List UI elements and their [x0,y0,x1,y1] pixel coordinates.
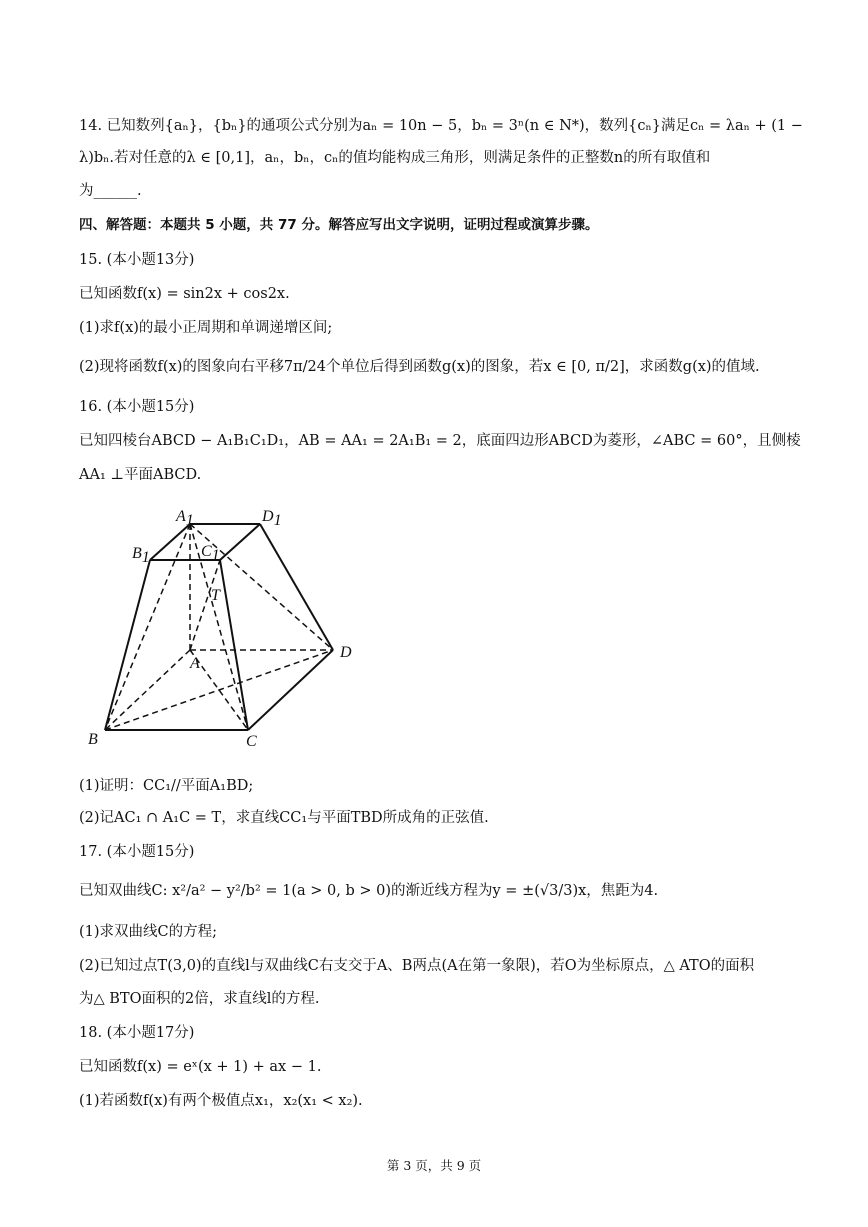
q15-part1: (1)求f(x)的最小正周期和单调递增区间; [79,320,333,336]
q15-stem: 已知函数f(x) = sin2x + cos2x. [79,286,290,302]
label-a1: A1 [176,508,194,529]
edge-d1-c1 [220,524,260,560]
label-t: T [211,587,220,604]
page-footer: 第 3 页，共 9 页 [386,1158,482,1173]
q16-part1: (1)证明：CC₁//平面A₁BD; [79,778,254,794]
q17-stem: 已知双曲线C: x²/a² − y²/b² = 1(a > 0, b > 0)的渐近线方程为y = ±(√3/3)x，焦距为4. [79,883,659,899]
label-d: D [340,644,352,661]
q18-header: 18. (本小题17分) [79,1025,195,1041]
label-b: B [88,731,98,748]
line-a-c1 [190,560,220,650]
edge-c-d [248,650,333,730]
q16-stem2: AA₁ ⊥平面ABCD. [79,467,202,483]
q17-part1: (1)求双曲线C的方程; [79,924,218,940]
label-d1: D1 [262,508,282,529]
q17-header: 17. (本小题15分) [79,844,195,860]
frustum-figure [80,500,370,760]
label-c1: C1 [201,543,220,564]
q15-part2: (2)现将函数f(x)的图象向右平移7π/24个单位后得到函数g(x)的图象，若x ∈ [0, π/2]，求函数g(x)的值域. [79,359,760,375]
q15-header: 15. (本小题13分) [79,252,195,268]
q16-stem1: 已知四棱台ABCD − A₁B₁C₁D₁，AB = AA₁ = 2A₁B₁ = 2，底面四边形ABCD为菱形，∠ABC = 60°，且侧棱 [79,433,801,449]
q14-line1: 14. 已知数列{aₙ}，{bₙ}的通项公式分别为aₙ = 10n − 5，bₙ = 3ⁿ(n ∈ N*)，数列{cₙ}满足cₙ = λaₙ + (1 − [79,118,803,134]
edge-b1-b [105,560,150,730]
edge-b1-a1 [150,524,190,560]
q16-header: 16. (本小题15分) [79,399,195,415]
q17-part2a: (2)已知过点T(3,0)的直线l与双曲线C右支交于A、B两点(A在第一象限)，若O为坐标原点，△ ATO的面积 [79,958,755,974]
q14-line2: λ)bₙ.若对任意的λ ∈ [0,1]，aₙ，bₙ，cₙ的值均能构成三角形，则满足条件的正整数n的所有取值和 [79,150,711,166]
q18-stem: 已知函数f(x) = eˣ(x + 1) + ax − 1. [79,1059,322,1075]
q17-part2b: 为△ BTO面积的2倍，求直线l的方程. [79,991,320,1007]
edge-d1-d [260,524,333,650]
section4-heading: 四、解答题：本题共 5 小题，共 77 分。解答应写出文字说明，证明过程或演算步骤。 [79,217,599,233]
label-c: C [246,733,257,750]
q14-line3: 为______. [79,183,142,199]
label-a: A [190,655,200,672]
label-b1: B1 [132,545,150,566]
edge-a-b [105,650,190,730]
q18-part1: (1)若函数f(x)有两个极值点x₁，x₂(x₁ < x₂). [79,1093,363,1109]
q16-part2: (2)记AC₁ ∩ A₁C = T，求直线CC₁与平面TBD所成角的正弦值. [79,810,489,826]
diag-b-d [105,650,333,730]
